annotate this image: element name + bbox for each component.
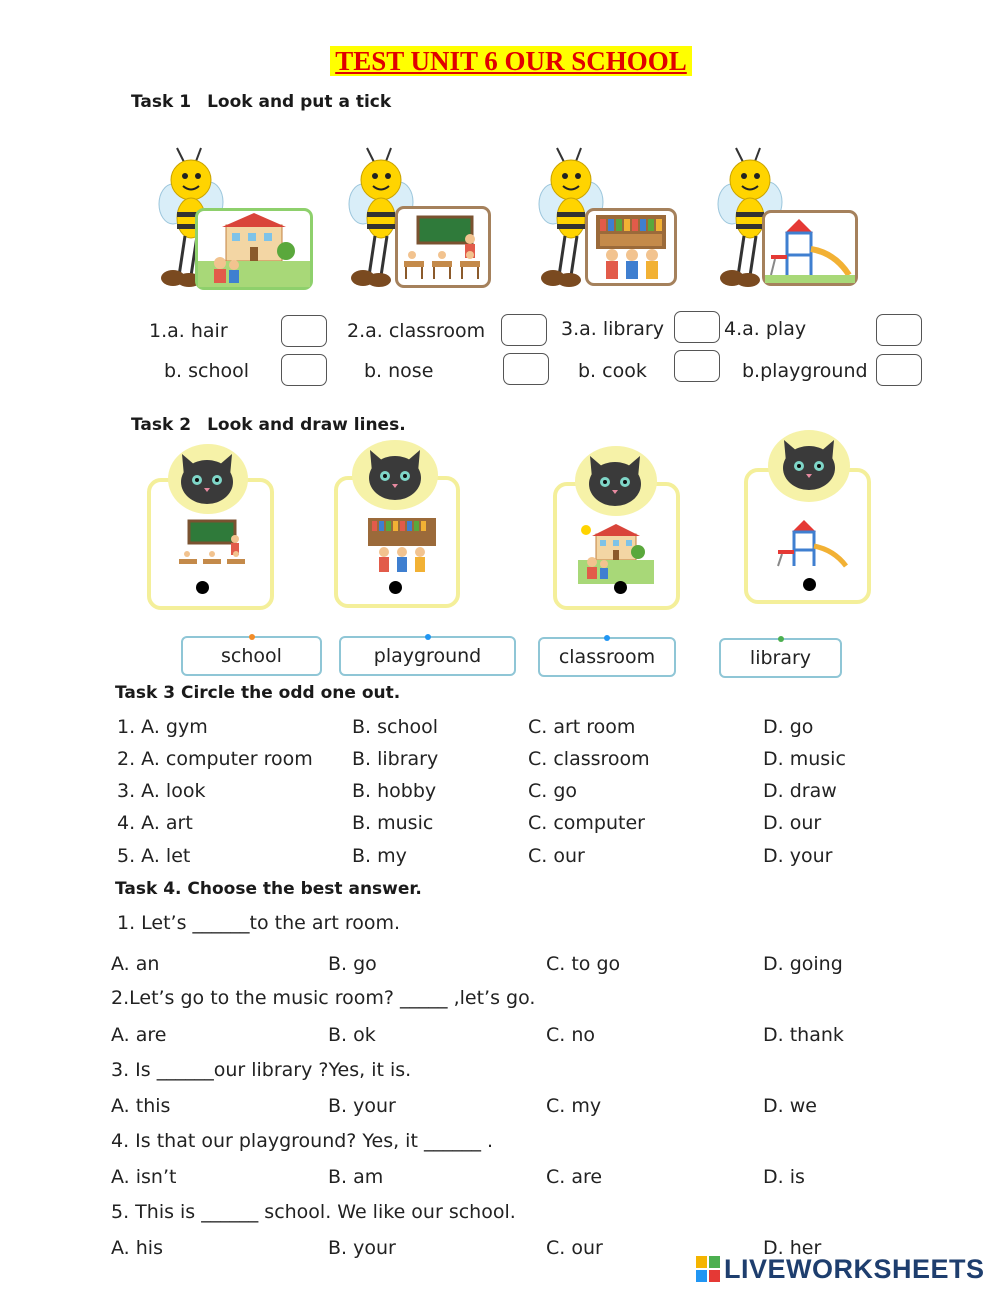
task1-heading xyxy=(131,92,391,112)
tick-box-1a[interactable] xyxy=(281,315,327,347)
school-building-icon xyxy=(578,522,654,584)
task4-q3-d[interactable]: D. we xyxy=(763,1095,817,1117)
cat-icon xyxy=(776,434,842,496)
cat-icon xyxy=(174,448,240,510)
school-building-icon xyxy=(198,211,310,287)
task4-q5-a[interactable]: A. his xyxy=(111,1237,163,1259)
task4-q5-d[interactable]: D. her xyxy=(763,1237,822,1259)
task4-q3-a[interactable]: A. this xyxy=(111,1095,171,1117)
task3-q2-c[interactable]: C. classroom xyxy=(528,748,650,770)
cat-icon xyxy=(582,450,648,512)
word-box-classroom[interactable]: classroom xyxy=(538,637,676,677)
task4-q4-b[interactable]: B. am xyxy=(328,1166,384,1188)
task1-option-1b: b. school xyxy=(164,360,250,382)
bee-card-3 xyxy=(535,138,695,290)
logo-text: LIVEWORKSHEETS xyxy=(724,1254,985,1284)
word-box-library[interactable]: library xyxy=(719,638,842,678)
match-dot-1[interactable] xyxy=(196,581,209,594)
tick-box-3b[interactable] xyxy=(674,350,720,382)
tick-box-1b[interactable] xyxy=(281,354,327,386)
task3-q4-b[interactable]: B. music xyxy=(352,812,434,834)
task3-q2-b[interactable]: B. library xyxy=(352,748,439,770)
picture-frame-playground xyxy=(762,210,858,286)
task3-q2-d[interactable]: D. music xyxy=(763,748,846,770)
task1-instruction: Look and put a tick xyxy=(207,92,392,112)
task1-option-4b: b.playground xyxy=(742,360,868,382)
logo-blocks-icon xyxy=(696,1256,720,1282)
worksheet-title: TEST UNIT 6 OUR SCHOOL xyxy=(330,46,692,76)
task2-heading xyxy=(131,415,406,435)
match-dot-2[interactable] xyxy=(389,581,402,594)
task3-q1-a[interactable]: 1. A. gym xyxy=(117,716,208,738)
task3-q5-c[interactable]: C. our xyxy=(528,845,585,867)
task3-q1-b[interactable]: B. school xyxy=(352,716,439,738)
playground-icon xyxy=(765,213,855,283)
task3-q4-a[interactable]: 4. A. art xyxy=(117,812,193,834)
tick-box-2a[interactable] xyxy=(501,314,547,346)
tick-box-4a[interactable] xyxy=(876,314,922,346)
task4-q3-c[interactable]: C. my xyxy=(546,1095,602,1117)
task1-option-3b: b. cook xyxy=(578,360,647,382)
task4-q2-b[interactable]: B. ok xyxy=(328,1024,376,1046)
task3-q3-b[interactable]: B. hobby xyxy=(352,780,437,802)
task4-question-3: 3. Is ______our library ?Yes, it is. xyxy=(111,1059,412,1081)
task3-q1-d[interactable]: D. go xyxy=(763,716,814,738)
task3-q1-c[interactable]: C. art room xyxy=(528,716,636,738)
task4-q1-b[interactable]: B. go xyxy=(328,953,377,975)
task4-q5-c[interactable]: C. our xyxy=(546,1237,603,1259)
task3-q4-d[interactable]: D. our xyxy=(763,812,822,834)
word-box-playground[interactable]: playground xyxy=(339,636,516,676)
task4-heading: Task 4. Choose the best answer. xyxy=(115,879,422,899)
picture-frame-classroom xyxy=(395,206,491,288)
picture-frame-library xyxy=(585,208,677,286)
task3-heading: Task 3 Circle the odd one out. xyxy=(115,683,401,703)
task4-q4-d[interactable]: D. is xyxy=(763,1166,805,1188)
library-icon xyxy=(364,516,440,574)
cat-icon xyxy=(362,444,428,506)
task4-q5-b[interactable]: B. your xyxy=(328,1237,396,1259)
picture-frame-school xyxy=(195,208,313,290)
classroom-icon xyxy=(398,209,488,285)
task3-q2-a[interactable]: 2. A. computer room xyxy=(117,748,313,770)
task4-q3-b[interactable]: B. your xyxy=(328,1095,396,1117)
match-dot-3[interactable] xyxy=(614,581,627,594)
task3-q4-c[interactable]: C. computer xyxy=(528,812,645,834)
classroom-icon xyxy=(175,517,251,575)
task2-instruction: Look and draw lines. xyxy=(207,415,406,435)
task4-q2-a[interactable]: A. are xyxy=(111,1024,167,1046)
task3-q3-c[interactable]: C. go xyxy=(528,780,578,802)
task4-q1-c[interactable]: C. to go xyxy=(546,953,621,975)
tick-box-4b[interactable] xyxy=(876,354,922,386)
task3-q3-d[interactable]: D. draw xyxy=(763,780,837,802)
task1-option-1a: 1.a. hair xyxy=(149,320,228,342)
task3-q5-a[interactable]: 5. A. let xyxy=(117,845,191,867)
task4-q4-a[interactable]: A. isn’t xyxy=(111,1166,177,1188)
task2-label: Task 2 xyxy=(131,415,192,435)
task4-q1-a[interactable]: A. an xyxy=(111,953,160,975)
task4-q1-d[interactable]: D. going xyxy=(763,953,843,975)
task4-q2-d[interactable]: D. thank xyxy=(763,1024,844,1046)
bee-card-4 xyxy=(714,138,874,290)
task1-label: Task 1 xyxy=(131,92,192,112)
task3-q3-a[interactable]: 3. A. look xyxy=(117,780,206,802)
task1-option-2a: 2.a. classroom xyxy=(347,320,486,342)
bee-card-1 xyxy=(155,138,315,290)
task3-q5-b[interactable]: B. my xyxy=(352,845,407,867)
task1-option-2b: b. nose xyxy=(364,360,434,382)
task4-q4-c[interactable]: C. are xyxy=(546,1166,603,1188)
tick-box-3a[interactable] xyxy=(674,311,720,343)
task4-question-4: 4. Is that our playground? Yes, it ______ . xyxy=(111,1130,494,1152)
task3-q5-d[interactable]: D. your xyxy=(763,845,833,867)
word-box-school[interactable]: school xyxy=(181,636,322,676)
bee-card-2 xyxy=(345,138,505,290)
liveworksheets-logo xyxy=(696,1252,996,1286)
task1-option-3a: 3.a. library xyxy=(561,318,664,340)
tick-box-2b[interactable] xyxy=(503,353,549,385)
task4-q2-c[interactable]: C. no xyxy=(546,1024,596,1046)
task4-question-1: 1. Let’s ______to the art room. xyxy=(117,912,401,934)
task4-question-2: 2.Let’s go to the music room? _____ ,let’s go. xyxy=(111,987,536,1009)
task4-question-5: 5. This is ______ school. We like our school. xyxy=(111,1201,516,1223)
library-icon xyxy=(588,211,674,283)
match-dot-4[interactable] xyxy=(803,578,816,591)
task1-option-4a: 4.a. play xyxy=(724,318,807,340)
playground-icon xyxy=(774,518,850,570)
